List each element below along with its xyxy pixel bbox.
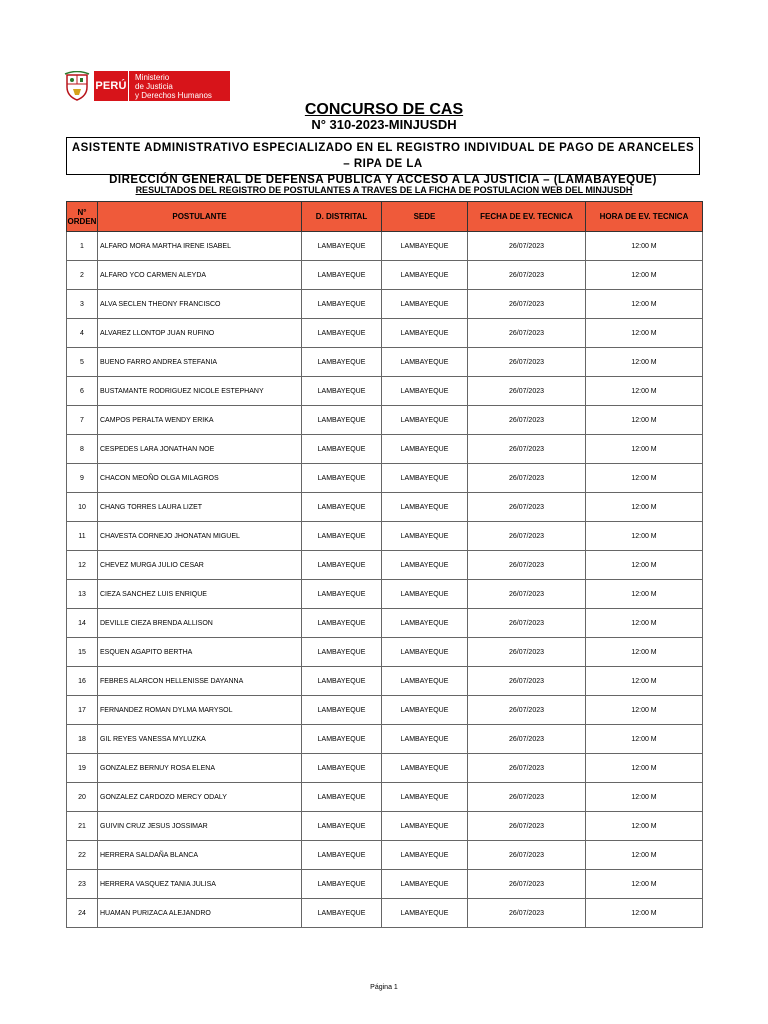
evaluation-date-cell: 26/07/2023 — [468, 319, 586, 348]
column-header-fecha: FECHA DE EV. TECNICA — [468, 202, 586, 232]
evaluation-time-cell: 12:00 M — [586, 261, 703, 290]
column-header-sede: SEDE — [382, 202, 468, 232]
table-row — [67, 812, 703, 841]
evaluation-date-cell: 26/07/2023 — [468, 870, 586, 899]
row-number-cell: 13 — [67, 580, 98, 609]
district-cell: LAMBAYEQUE — [302, 609, 382, 638]
district-cell: LAMBAYEQUE — [302, 667, 382, 696]
page-subtitle: N° 310-2023-MINJUSDH — [311, 117, 457, 132]
district-cell: LAMBAYEQUE — [302, 290, 382, 319]
table-row — [67, 870, 703, 899]
sede-cell: LAMBAYEQUE — [382, 232, 468, 261]
district-cell: LAMBAYEQUE — [302, 493, 382, 522]
row-number-cell: 1 — [67, 232, 98, 261]
table-row — [67, 667, 703, 696]
row-number-cell: 24 — [67, 899, 98, 928]
district-cell: LAMBAYEQUE — [302, 725, 382, 754]
district-cell: LAMBAYEQUE — [302, 377, 382, 406]
district-cell: LAMBAYEQUE — [302, 435, 382, 464]
row-number-cell: 3 — [67, 290, 98, 319]
evaluation-time-cell: 12:00 M — [586, 290, 703, 319]
sede-cell: LAMBAYEQUE — [382, 812, 468, 841]
evaluation-time-cell: 12:00 M — [586, 696, 703, 725]
peru-coat-of-arms-icon — [64, 71, 90, 101]
evaluation-time-cell: 12:00 M — [586, 580, 703, 609]
table-row — [67, 841, 703, 870]
table-row — [67, 493, 703, 522]
applicant-name-cell: BUSTAMANTE RODRIGUEZ NICOLE ESTEPHANY — [98, 377, 302, 406]
district-cell: LAMBAYEQUE — [302, 406, 382, 435]
table-row — [67, 580, 703, 609]
sede-cell: LAMBAYEQUE — [382, 377, 468, 406]
district-cell: LAMBAYEQUE — [302, 899, 382, 928]
applicant-name-cell: HUAMAN PURIZACA ALEJANDRO — [98, 899, 302, 928]
page-title: CONCURSO DE CAS — [304, 101, 464, 118]
sede-cell: LAMBAYEQUE — [382, 696, 468, 725]
applicant-name-cell: CHANG TORRES LAURA LIZET — [98, 493, 302, 522]
district-cell: LAMBAYEQUE — [302, 696, 382, 725]
evaluation-time-cell: 12:00 M — [586, 493, 703, 522]
district-cell: LAMBAYEQUE — [302, 464, 382, 493]
table-row — [67, 464, 703, 493]
table-row — [67, 290, 703, 319]
evaluation-time-cell: 12:00 M — [586, 841, 703, 870]
district-cell: LAMBAYEQUE — [302, 754, 382, 783]
sede-cell: LAMBAYEQUE — [382, 638, 468, 667]
row-number-cell: 2 — [67, 261, 98, 290]
table-row — [67, 522, 703, 551]
district-cell: LAMBAYEQUE — [302, 841, 382, 870]
table-header-row — [67, 202, 703, 232]
district-cell: LAMBAYEQUE — [302, 319, 382, 348]
applicant-name-cell: GONZALEZ CARDOZO MERCY ODALY — [98, 783, 302, 812]
sede-cell: LAMBAYEQUE — [382, 870, 468, 899]
ministry-line-3: y Derechos Humanos — [135, 90, 212, 100]
evaluation-date-cell: 26/07/2023 — [468, 899, 586, 928]
evaluation-date-cell: 26/07/2023 — [468, 377, 586, 406]
applicant-name-cell: DEVILLE CIEZA BRENDA ALLISON — [98, 609, 302, 638]
district-cell: LAMBAYEQUE — [302, 870, 382, 899]
applicant-name-cell: HERRERA SALDAÑA BLANCA — [98, 841, 302, 870]
row-number-cell: 9 — [67, 464, 98, 493]
table-row — [67, 754, 703, 783]
sede-cell: LAMBAYEQUE — [382, 464, 468, 493]
evaluation-time-cell: 12:00 M — [586, 232, 703, 261]
applicant-name-cell: GONZALEZ BERNUY ROSA ELENA — [98, 754, 302, 783]
table-row — [67, 261, 703, 290]
row-number-cell: 18 — [67, 725, 98, 754]
evaluation-date-cell: 26/07/2023 — [468, 696, 586, 725]
evaluation-date-cell: 26/07/2023 — [468, 232, 586, 261]
applicant-name-cell: FERNANDEZ ROMAN DYLMA MARYSOL — [98, 696, 302, 725]
district-cell: LAMBAYEQUE — [302, 348, 382, 377]
ministry-line-2: de Justicia — [135, 81, 173, 91]
row-number-cell: 8 — [67, 435, 98, 464]
evaluation-date-cell: 26/07/2023 — [468, 551, 586, 580]
evaluation-time-cell: 12:00 M — [586, 319, 703, 348]
applicant-name-cell: ALFARO YCO CARMEN ALEYDA — [98, 261, 302, 290]
table-row — [67, 435, 703, 464]
sede-cell: LAMBAYEQUE — [382, 290, 468, 319]
district-cell: LAMBAYEQUE — [302, 638, 382, 667]
table-row — [67, 725, 703, 754]
table-row — [67, 609, 703, 638]
applicant-name-cell: CIEZA SANCHEZ LUIS ENRIQUE — [98, 580, 302, 609]
page-number: Página 1 — [370, 984, 398, 991]
sede-cell: LAMBAYEQUE — [382, 319, 468, 348]
evaluation-date-cell: 26/07/2023 — [468, 464, 586, 493]
applicant-name-cell: GIL REYES VANESSA MYLUZKA — [98, 725, 302, 754]
district-cell: LAMBAYEQUE — [302, 261, 382, 290]
evaluation-date-cell: 26/07/2023 — [468, 783, 586, 812]
table-row — [67, 638, 703, 667]
applicant-name-cell: GUIVIN CRUZ JESUS JOSSIMAR — [98, 812, 302, 841]
position-line-1: ASISTENTE ADMINISTRATIVO ESPECIALIZADO EN EL REGISTRO INDIVIDUAL DE PAGO DE ARANCELES – RIPA DE LA — [71, 142, 695, 170]
column-header-distrital: D. DISTRITAL — [302, 202, 382, 232]
evaluation-time-cell: 12:00 M — [586, 725, 703, 754]
ministry-logo — [64, 70, 230, 102]
evaluation-time-cell: 12:00 M — [586, 522, 703, 551]
applicant-name-cell: ALFARO MORA MARTHA IRENE ISABEL — [98, 232, 302, 261]
row-number-cell: 20 — [67, 783, 98, 812]
table-body — [67, 232, 703, 928]
evaluation-date-cell: 26/07/2023 — [468, 580, 586, 609]
evaluation-time-cell: 12:00 M — [586, 783, 703, 812]
district-cell: LAMBAYEQUE — [302, 232, 382, 261]
table-row — [67, 899, 703, 928]
evaluation-date-cell: 26/07/2023 — [468, 812, 586, 841]
sede-cell: LAMBAYEQUE — [382, 522, 468, 551]
evaluation-date-cell: 26/07/2023 — [468, 348, 586, 377]
applicant-name-cell: ESQUEN AGAPITO BERTHA — [98, 638, 302, 667]
applicant-name-cell: CAMPOS PERALTA WENDY ERIKA — [98, 406, 302, 435]
evaluation-time-cell: 12:00 M — [586, 870, 703, 899]
evaluation-time-cell: 12:00 M — [586, 406, 703, 435]
ministry-name — [128, 71, 230, 101]
table-row — [67, 232, 703, 261]
evaluation-time-cell: 12:00 M — [586, 464, 703, 493]
applicant-name-cell: ALVAREZ LLONTOP JUAN RUFINO — [98, 319, 302, 348]
evaluation-time-cell: 12:00 M — [586, 551, 703, 580]
table-row — [67, 319, 703, 348]
column-header-orden-line-2: ORDEN — [67, 216, 97, 226]
sede-cell: LAMBAYEQUE — [382, 406, 468, 435]
applicant-name-cell: CHEVEZ MURGA JULIO CESAR — [98, 551, 302, 580]
evaluation-date-cell: 26/07/2023 — [468, 261, 586, 290]
evaluation-time-cell: 12:00 M — [586, 348, 703, 377]
row-number-cell: 10 — [67, 493, 98, 522]
sede-cell: LAMBAYEQUE — [382, 667, 468, 696]
evaluation-date-cell: 26/07/2023 — [468, 290, 586, 319]
sede-cell: LAMBAYEQUE — [382, 348, 468, 377]
applicants-table — [66, 201, 703, 928]
evaluation-time-cell: 12:00 M — [586, 435, 703, 464]
applicant-name-cell: CHAVESTA CORNEJO JHONATAN MIGUEL — [98, 522, 302, 551]
evaluation-time-cell: 12:00 M — [586, 754, 703, 783]
row-number-cell: 7 — [67, 406, 98, 435]
district-cell: LAMBAYEQUE — [302, 783, 382, 812]
evaluation-date-cell: 26/07/2023 — [468, 725, 586, 754]
evaluation-time-cell: 12:00 M — [586, 899, 703, 928]
evaluation-date-cell: 26/07/2023 — [468, 406, 586, 435]
evaluation-date-cell: 26/07/2023 — [468, 667, 586, 696]
sede-cell: LAMBAYEQUE — [382, 609, 468, 638]
evaluation-time-cell: 12:00 M — [586, 377, 703, 406]
sede-cell: LAMBAYEQUE — [382, 841, 468, 870]
sede-cell: LAMBAYEQUE — [382, 551, 468, 580]
evaluation-time-cell: 12:00 M — [586, 609, 703, 638]
evaluation-time-cell: 12:00 M — [586, 638, 703, 667]
evaluation-time-cell: 12:00 M — [586, 812, 703, 841]
row-number-cell: 11 — [67, 522, 98, 551]
evaluation-date-cell: 26/07/2023 — [468, 609, 586, 638]
sede-cell: LAMBAYEQUE — [382, 580, 468, 609]
table-row — [67, 551, 703, 580]
sede-cell: LAMBAYEQUE — [382, 725, 468, 754]
row-number-cell: 17 — [67, 696, 98, 725]
evaluation-date-cell: 26/07/2023 — [468, 435, 586, 464]
applicant-name-cell: FEBRES ALARCON HELLENISSE DAYANNA — [98, 667, 302, 696]
sede-cell: LAMBAYEQUE — [382, 493, 468, 522]
row-number-cell: 19 — [67, 754, 98, 783]
applicant-name-cell: ALVA SECLEN THEONY FRANCISCO — [98, 290, 302, 319]
column-header-hora: HORA DE EV. TECNICA — [586, 202, 703, 232]
district-cell: LAMBAYEQUE — [302, 812, 382, 841]
evaluation-date-cell: 26/07/2023 — [468, 638, 586, 667]
row-number-cell: 16 — [67, 667, 98, 696]
table-row — [67, 783, 703, 812]
sede-cell: LAMBAYEQUE — [382, 754, 468, 783]
column-header-orden-line-1: N° — [77, 207, 87, 217]
evaluation-date-cell: 26/07/2023 — [468, 522, 586, 551]
evaluation-time-cell: 12:00 M — [586, 667, 703, 696]
applicant-name-cell: CHACON MEOÑO OLGA MILAGROS — [98, 464, 302, 493]
row-number-cell: 22 — [67, 841, 98, 870]
sede-cell: LAMBAYEQUE — [382, 899, 468, 928]
row-number-cell: 4 — [67, 319, 98, 348]
table-row — [67, 377, 703, 406]
evaluation-date-cell: 26/07/2023 — [468, 754, 586, 783]
evaluation-date-cell: 26/07/2023 — [468, 841, 586, 870]
column-header-postulante: POSTULANTE — [98, 202, 302, 232]
results-title: RESULTADOS DEL REGISTRO DE POSTULANTES A TRAVES DE LA FICHA DE POSTULACION WEB DEL MINJUSDH — [135, 185, 633, 195]
row-number-cell: 21 — [67, 812, 98, 841]
row-number-cell: 5 — [67, 348, 98, 377]
district-cell: LAMBAYEQUE — [302, 522, 382, 551]
evaluation-date-cell: 26/07/2023 — [468, 493, 586, 522]
sede-cell: LAMBAYEQUE — [382, 261, 468, 290]
row-number-cell: 6 — [67, 377, 98, 406]
table-row — [67, 696, 703, 725]
row-number-cell: 23 — [67, 870, 98, 899]
district-cell: LAMBAYEQUE — [302, 551, 382, 580]
table-row — [67, 348, 703, 377]
table-row — [67, 406, 703, 435]
applicant-name-cell: HERRERA VASQUEZ TANIA JULISA — [98, 870, 302, 899]
applicant-name-cell: BUENO FARRO ANDREA STEFANIA — [98, 348, 302, 377]
district-cell: LAMBAYEQUE — [302, 580, 382, 609]
sede-cell: LAMBAYEQUE — [382, 783, 468, 812]
row-number-cell: 12 — [67, 551, 98, 580]
ministry-line-1: Ministerio — [135, 72, 170, 82]
position-description — [66, 137, 700, 186]
sede-cell: LAMBAYEQUE — [382, 435, 468, 464]
row-number-cell: 15 — [67, 638, 98, 667]
row-number-cell: 14 — [67, 609, 98, 638]
peru-label: PERÚ — [94, 71, 128, 101]
position-line-2: DIRECCIÓN GENERAL DE DEFENSA PUBLICA Y ACCESO A LA JUSTICIA – (LAMABAYEQUE) — [109, 174, 657, 186]
column-header-orden — [67, 202, 98, 232]
applicant-name-cell: CESPEDES LARA JONATHAN NOE — [98, 435, 302, 464]
